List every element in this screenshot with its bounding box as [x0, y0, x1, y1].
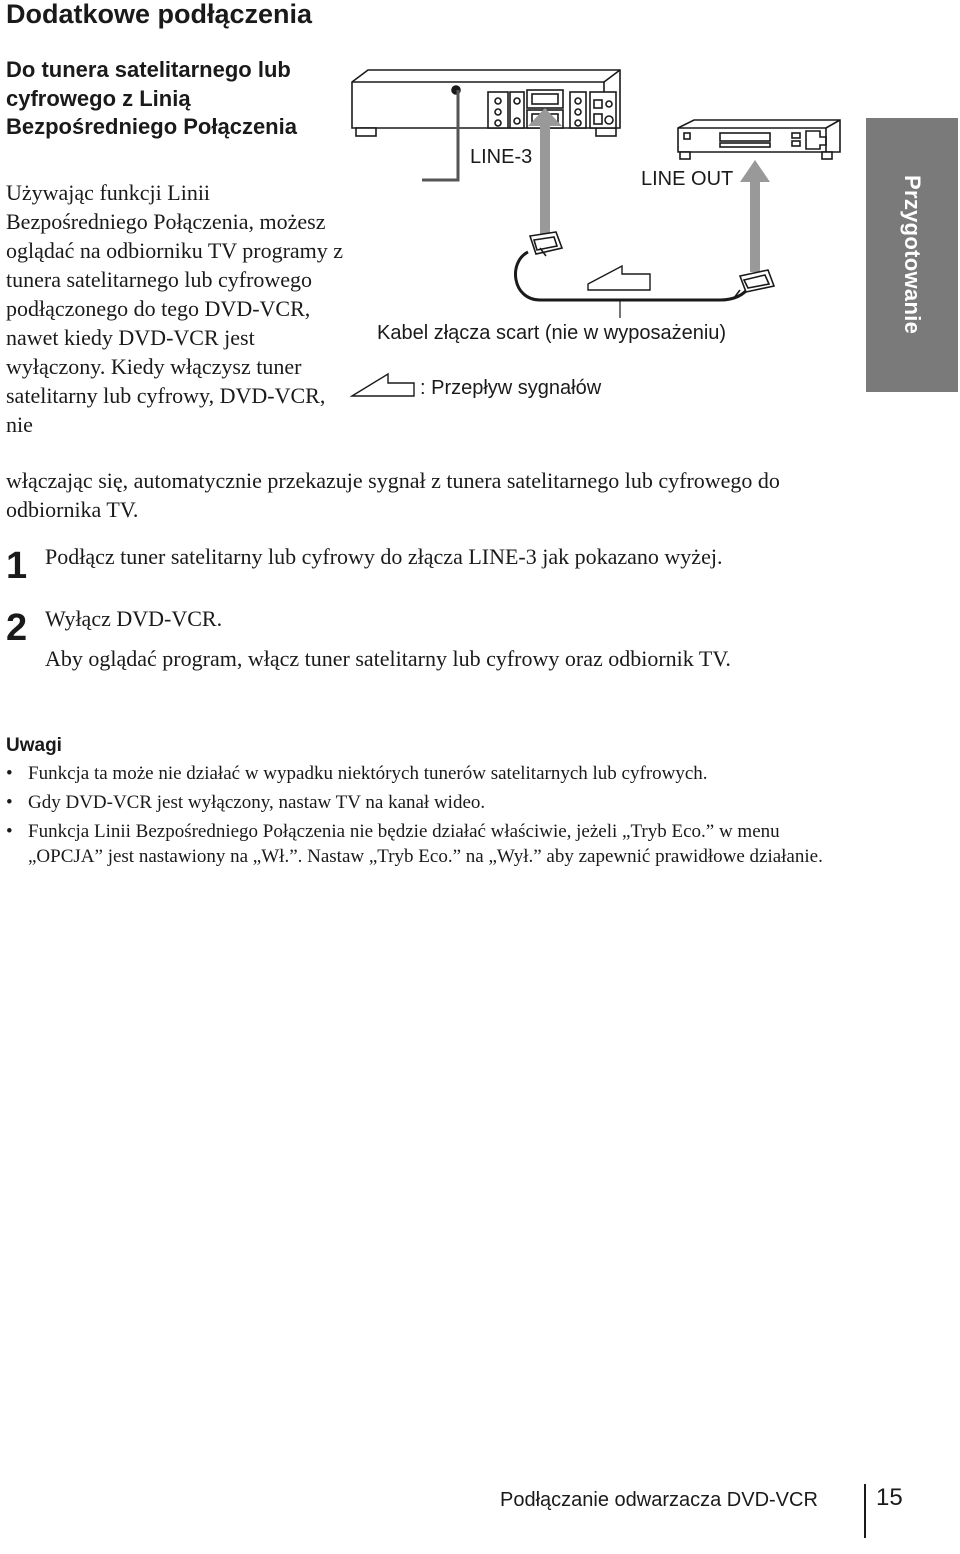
step-number-2: 2 — [6, 607, 28, 649]
legend-flow-arrow-icon — [352, 374, 414, 396]
satellite-tuner-icon — [678, 120, 840, 159]
notes-heading: Uwagi — [6, 735, 62, 756]
section-heading: Do tunera satelitarnego lub cyfrowego z Linią Bezpośredniego Połączenia — [6, 57, 297, 139]
label-line-out: LINE OUT — [641, 168, 734, 190]
side-tab — [866, 118, 958, 392]
note-item — [6, 761, 856, 786]
label-scart-cable: Kabel złącza scart (nie w wyposażeniu) — [377, 322, 727, 344]
note-text: Funkcja ta może nie działać w wypadku niektórych tunerów satelitarnych lub cyfrowych. — [28, 763, 708, 784]
step-text-2: Wyłącz DVD-VCR. — [45, 606, 223, 631]
label-line3: LINE-3 — [470, 146, 533, 168]
note-item — [6, 790, 856, 815]
step-note-2: Aby oglądać program, włącz tuner satelitarny lub cyfrowy oraz odbiornik TV. — [45, 646, 731, 671]
label-signal-flow: : Przepływ sygnałów — [420, 377, 602, 399]
side-tab-label: Przygotowanie — [900, 175, 925, 335]
step-number-1: 1 — [6, 545, 28, 587]
bullet: • — [6, 821, 13, 842]
intro-paragraph-continued: włączając się, automatycznie przekazuje sygnał z tunera satelitarnego lub cyfrowego do odbiornika TV. — [6, 468, 780, 522]
footer-section-title: Podłączanie odwarzacza DVD-VCR — [500, 1489, 818, 1511]
note-item — [6, 819, 856, 869]
dvd-vcr-rear-panel-icon — [352, 70, 620, 136]
intro-paragraph-narrow: Używając funkcji Linii Bezpośredniego Połączenia, możesz oglądać na odbiorniku TV programy z tunera satelitarnego lub cyfrowego podłączonego do tego DVD-VCR, nawet kiedy DVD-VCR jest wyłączony. Kiedy włączysz tuner satelitarny lub cyfrowy, DVD-VCR, nie — [6, 180, 344, 437]
page-number: 15 — [876, 1484, 903, 1511]
bullet: • — [6, 763, 13, 784]
note-text: Gdy DVD-VCR jest wyłączony, nastaw TV na kanał wideo. — [28, 792, 486, 813]
connection-diagram — [340, 60, 860, 410]
note-text: Funkcja Linii Bezpośredniego Połączenia nie będzie działać właściwie, jeżeli „Tryb Eco.” w menu „OPCJA” jest nastawiony na „Wł.”. Nastaw „Tryb Eco.” na „Wył.” aby zapewnić prawidłowe działanie. — [28, 821, 823, 867]
signal-flow-arrow-icon — [588, 266, 650, 290]
bullet: • — [6, 792, 13, 813]
page-title: Dodatkowe podłączenia — [6, 0, 313, 29]
notes-list — [6, 761, 856, 873]
footer-divider — [864, 1484, 866, 1538]
step-text-1: Podłącz tuner satelitarny lub cyfrowy do złącza LINE-3 jak pokazano wyżej. — [45, 544, 723, 569]
signal-arrow-up-icon — [740, 160, 770, 272]
